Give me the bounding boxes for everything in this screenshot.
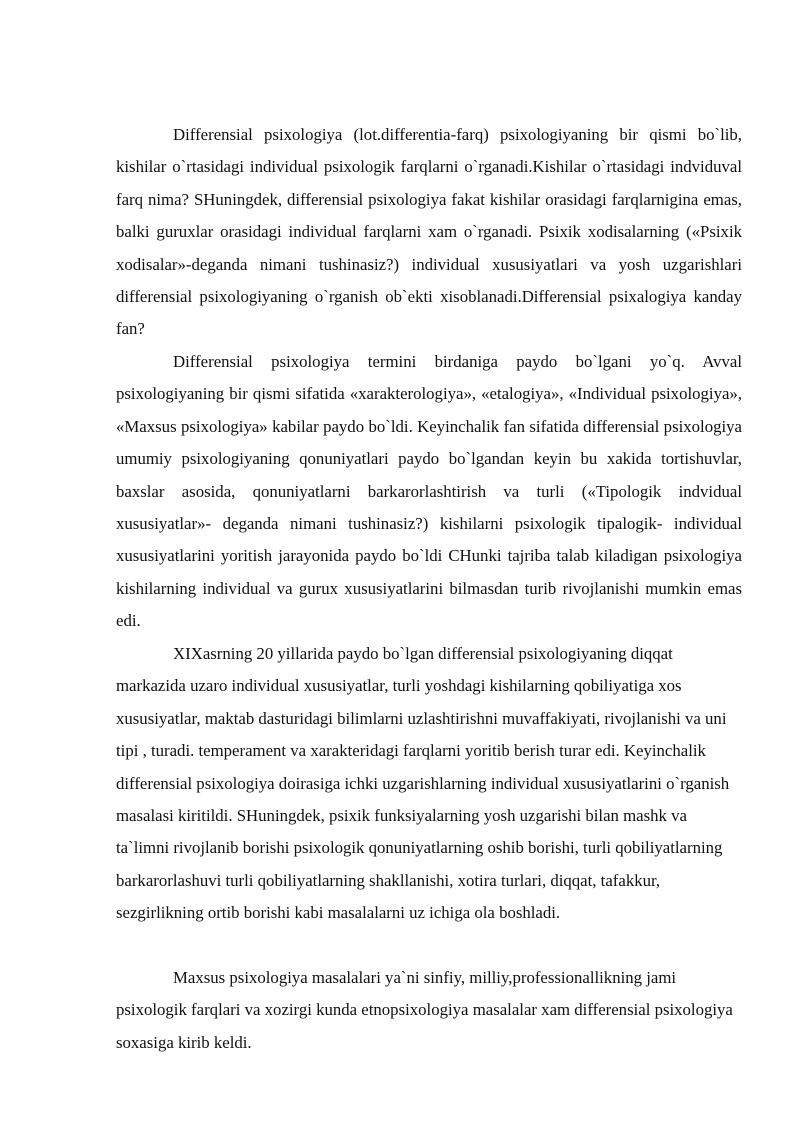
- paragraph-1: Differensial psixologiya (lot.differentia-farq) psixologiyaning bir qismi bo`lib, kishilar o`rtasidagi individual psixologik farqlarni o`rganadi.Kishilar o`rtasidagi indviduval farq nima? SHuningdek, differensial psixologiya fakat kishilar orasidagi farqlarnigina emas, balki guruxlar orasidagi individual farqlarni xam o`rganadi. Psixik xodisalarning («Psixik xodisalar»-deganda nimani tushinasiz?) individual xususiyatlari va yosh uzgarishlari differensial psixologiyaning o`rganish ob`ekti xisoblanadi.Differensial psixalogiya kanday fan?: [116, 125, 742, 339]
- paragraph-2: Differensial psixologiya termini birdaniga paydo bo`lgani yo`q. Avval psixologiyaning bir qismi sifatida «xarakterologiya», «etalogiya», «Individual psixologiya», «Maxsus psixologiya» kabilar paydo bo`ldi. Keyinchalik fan sifatida differensial psixologiya umumiy psixologiyaning qonuniyatlari paydo bo`lgandan keyin bu xakida tortishuvlar, baxslar asosida, qonuniyatlarni barkarorlashtirish va turli («Tipologik indvidual xususiyatlar»- deganda nimani tushinasiz?) kishilarni psixologik tipalogik- individual xususiyatlarini yoritish jarayonida paydo bo`ldi CHunki tajriba talab kiladigan psixologiya kishilarning individual va gurux xususiyatlarini bilmasdan turib rivojlanishi mumkin emas edi.: [116, 352, 742, 631]
- paragraph-3: XIXasrning 20 yillarida paydo bo`lgan differensial psixologiyaning diqqat markazida uzaro individual xususiyatlar, turli yoshdagi kishilarning qobiliyatiga xos xususiyatlar, maktab dasturidagi bilimlarni uzlashtirishni muvaffakiyati, rivojlanishi va uni tipi , turadi. temperament va xarakteridagi farqlarni yoritib berish turar edi. Keyinchalik differensial psixologiya doirasiga ichki uzgarishlarning individual xususiyatlarini o`rganish masalasi kiritildi. SHuningdek, psixik funksiyalarning yosh uzgarishi bilan mashk va ta`limni rivojlanib borishi psixologik qonuniyatlarning oshib borishi, turli qobiliyatlarning barkarorlashuvi turli qobiliyatlarning shakllanishi, xotira turlari, diqqat, tafakkur, sezgirlikning ortib borishi kabi masalalarni uz ichiga ola boshladi.: [116, 644, 730, 923]
- paragraph-4: Maxsus psixologiya masalalari ya`ni sinfiy, milliy,professionallikning jami psixologik farqlari va xozirgi kunda etnopsixologiya masalalar xam differensial psixologiya soxasiga kirib keldi.: [116, 968, 733, 1052]
